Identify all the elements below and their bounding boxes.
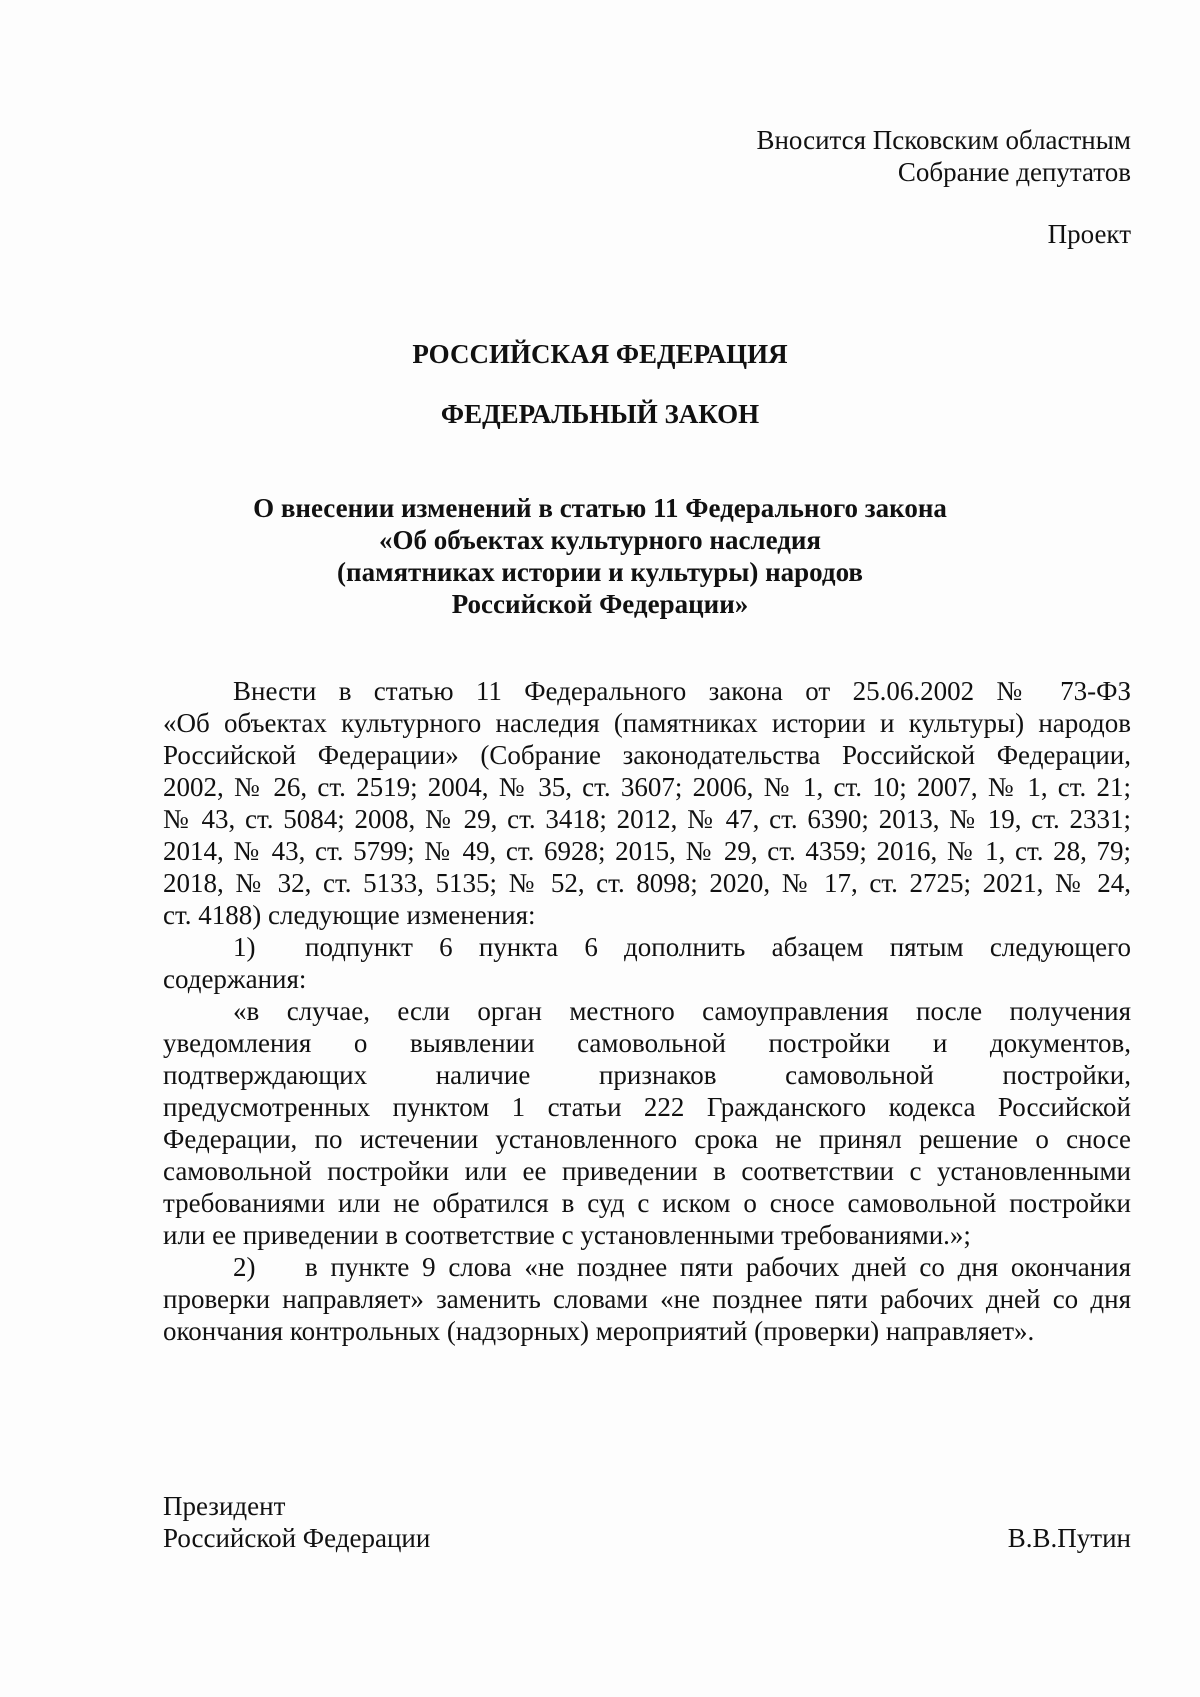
draft-status: Проект [1047, 219, 1131, 249]
intro-line: «Об объектах культурного наследия (памятниках истории и культуры) народов [163, 708, 1131, 738]
intro-line: Российской Федерации» (Собрание законодательства Российской Федерации, [163, 740, 1131, 770]
signatory-name: В.В.Путин [1007, 1523, 1131, 1553]
intro-line: Внести в статью 11 Федерального закона от 25.06.2002 № 73-ФЗ [233, 676, 1131, 706]
quote-line: «в случае, если орган местного самоуправления после получения [233, 996, 1131, 1026]
quote-line: предусмотренных пунктом 1 статьи 222 Гражданского кодекса Российской [163, 1092, 1131, 1122]
quote-line: подтверждающих наличие признаков самовольной постройки, [163, 1060, 1131, 1090]
intro-line: 2014, № 43, ст. 5799; № 49, ст. 6928; 2015, № 29, ст. 4359; 2016, № 1, ст. 28, 79; [163, 836, 1131, 866]
signatory-position-line-2: Российской Федерации [163, 1523, 431, 1553]
signatory-position-line-1: Президент [163, 1491, 286, 1521]
quote-line: уведомления о выявлении самовольной постройки и документов, [163, 1028, 1131, 1058]
item-1-second-line: содержания: [163, 964, 307, 994]
quote-line: Федерации, по истечении установленного срока не принял решение о сносе [163, 1124, 1131, 1154]
intro-line: ст. 4188) следующие изменения: [163, 900, 536, 930]
quote-line: или ее приведении в соответствие с установленными требованиями.»; [163, 1220, 971, 1250]
submitter-line-1: Вносится Псковским областным [756, 125, 1131, 155]
item-2-number: 2) [233, 1252, 256, 1282]
item-1-first-line: подпункт 6 пункта 6 дополнить абзацем пятым следующего [305, 932, 1131, 962]
intro-line: № 43, ст. 5084; 2008, № 29, ст. 3418; 2012, № 47, ст. 6390; 2013, № 19, ст. 2331; [163, 804, 1131, 834]
item-2-line: окончания контрольных (надзорных) мероприятий (проверки) направляет». [163, 1316, 1035, 1346]
item-1-number: 1) [233, 932, 256, 962]
subject-line: Российской Федерации» [451, 589, 749, 619]
subject-line: (памятниках истории и культуры) народов [337, 557, 863, 587]
subject-line: «Об объектах культурного наследия [378, 525, 822, 555]
intro-line: 2018, № 32, ст. 5133, 5135; № 52, ст. 8098; 2020, № 17, ст. 2725; 2021, № 24, [163, 868, 1131, 898]
item-2-first-line: в пункте 9 слова «не позднее пяти рабочих дней со дня окончания [305, 1252, 1131, 1282]
quote-line: требованиями или не обратился в суд с иском о сносе самовольной постройки [163, 1188, 1131, 1218]
submitter-line-2: Собрание депутатов [897, 157, 1131, 187]
doc-type-title: ФЕДЕРАЛЬНЫЙ ЗАКОН [440, 399, 760, 429]
subject-line: О внесении изменений в статью 11 Федерального закона [253, 493, 947, 523]
intro-line: 2002, № 26, ст. 2519; 2004, № 35, ст. 3607; 2006, № 1, ст. 10; 2007, № 1, ст. 21; [163, 772, 1131, 802]
quote-line: самовольной постройки или ее приведении в соответствии с установленными [163, 1156, 1131, 1186]
item-2-line: проверки направляет» заменить словами «не позднее пяти рабочих дней со дня [163, 1284, 1131, 1314]
country-title: РОССИЙСКАЯ ФЕДЕРАЦИЯ [412, 339, 788, 369]
